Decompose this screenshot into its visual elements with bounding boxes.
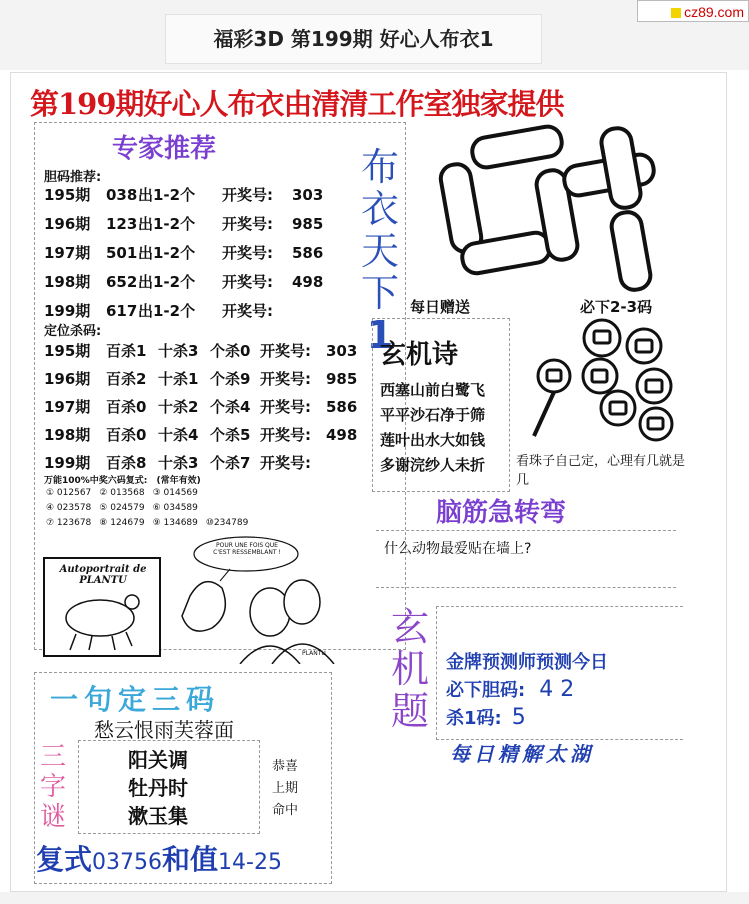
poem-note: 看珠子自己定，心理有几就是几 [516, 454, 686, 488]
dan-label: 胆码推荐: [44, 170, 102, 185]
dan-row [44, 213, 384, 242]
word: 漱玉集 [128, 804, 188, 828]
daily-gift-label: 每日赠送 [410, 298, 471, 316]
combo-item: ④ 023578 [46, 503, 92, 513]
combo-row [46, 503, 206, 513]
draw-number: 303 [326, 342, 358, 360]
period: 197期 [44, 244, 91, 262]
code: 501 [106, 244, 138, 262]
draw-number: 303 [292, 186, 324, 204]
kill-row [44, 368, 394, 396]
combo-item: ③ 014569 [152, 488, 198, 498]
combo-item: ⑧ 124679 [99, 518, 145, 528]
buyi-char: 衣 [360, 187, 399, 231]
congrats-char: 上期 [272, 781, 299, 796]
combo-item: ① 012567 [46, 488, 92, 498]
poem-line: 莲叶出水大如钱 [380, 431, 486, 449]
combo-row [46, 518, 256, 528]
period: 196期 [44, 215, 91, 233]
xuanji-kill [446, 704, 526, 730]
period: 198期 [44, 273, 91, 291]
dan-label: 必下胆码: [446, 680, 526, 701]
buyi-char: 布 [360, 145, 399, 189]
dan-row [44, 271, 384, 300]
must-buy-label: 必下2-3码 [580, 298, 653, 316]
xuanji-vertical [388, 606, 432, 732]
site-badge[interactable] [637, 0, 749, 22]
riddle-question: 什么动物最爱贴在墙上? [384, 541, 532, 557]
draw-label: 开奖号: [260, 342, 311, 360]
dan-value: 4 2 [539, 677, 575, 702]
square-icon [671, 8, 681, 18]
combo-item: ⑥ 034589 [152, 503, 198, 513]
note: 出1-2个 [138, 244, 196, 262]
page-title: 福彩3D 第199期 好心人布衣1 [165, 14, 542, 64]
kill-row [44, 424, 394, 452]
poem-line: 西塞山前白鹭飞 [380, 381, 486, 399]
phrase-text: 愁云恨雨芙蓉面 [94, 718, 234, 742]
sum-label: 和值 [162, 843, 219, 876]
cartoon-drawing [40, 536, 335, 664]
period: 198期 [44, 426, 91, 444]
side-char: 三 [40, 742, 67, 772]
poem-lines [380, 378, 485, 478]
code: 123 [106, 215, 138, 233]
cartoon-signature: PLANTU [302, 650, 326, 657]
kill-row [44, 396, 394, 424]
draw-number: 586 [292, 244, 324, 262]
draw-label: 开奖号: [260, 370, 311, 388]
riddle-side-label [40, 742, 74, 832]
dan-row [44, 300, 384, 322]
buyi-char: 下 [360, 271, 399, 315]
kill-units: 个杀5 [210, 426, 251, 444]
draw-number: 498 [292, 273, 324, 291]
note: 出1-2个 [138, 302, 196, 320]
buyi-number: 1 [366, 313, 394, 357]
kill-hundreds: 百杀0 [106, 398, 147, 416]
cartoon-illustration [40, 536, 335, 664]
side-char: 谜 [40, 802, 67, 832]
cartoon-caption: Autoportrait de PLANTU [59, 564, 147, 586]
kill-hundreds: 百杀8 [106, 454, 147, 472]
kill-units: 个杀9 [210, 370, 251, 388]
kill-tens: 十杀4 [158, 426, 199, 444]
period: 195期 [44, 342, 91, 360]
fushi-line [36, 838, 282, 878]
combo-item: ⑦ 123678 [46, 518, 92, 528]
buyi-char: 天 [360, 229, 399, 273]
period: 199期 [44, 454, 91, 472]
poem-title: 玄机诗 [380, 340, 459, 370]
xuanji-char: 机 [390, 647, 429, 691]
xuanji-line1: 金牌预测师预测今日 [446, 652, 608, 673]
draw-label: 开奖号: [222, 186, 273, 204]
period: 199期 [44, 302, 91, 320]
sum-value: 14-25 [218, 850, 282, 875]
combo-item: ⑩234789 [205, 518, 249, 528]
xuanji-char: 玄 [390, 605, 429, 649]
riddle-title: 脑筋急转弯 [436, 498, 567, 528]
fushi-label: 复式 [36, 843, 93, 876]
headline: 第199期好心人布衣由清清工作室独家提供 [30, 87, 564, 121]
dan-list [44, 184, 384, 322]
xuanji-dan [446, 676, 574, 702]
draw-number: 586 [326, 398, 358, 416]
combo-header [44, 473, 201, 486]
coins-illustration [514, 318, 700, 450]
draw-number: 985 [326, 370, 358, 388]
fushi-value: 03756 [92, 850, 163, 875]
poem-line: 平平沙石净于筛 [380, 406, 486, 424]
kill-hundreds: 百杀1 [106, 342, 147, 360]
riddle-words [128, 746, 188, 830]
kill-hundreds: 百杀2 [106, 370, 147, 388]
site-link[interactable]: cz89.com [684, 4, 744, 20]
xuanji-footer: 每日精解太湖 [450, 742, 594, 766]
draw-label: 开奖号: [260, 426, 311, 444]
code: 038 [106, 186, 138, 204]
draw-number: 498 [326, 426, 358, 444]
cartoon-bubble: POUR UNE FOIS QUE C'EST RESSEMBLANT ! [213, 542, 281, 556]
draw-label: 开奖号: [222, 273, 273, 291]
xuanji-char: 题 [390, 689, 429, 733]
combo-item: ⑤ 024579 [99, 503, 145, 513]
combo-note: (常年有效) [156, 476, 201, 486]
word: 牡丹时 [128, 776, 188, 800]
kill-tens: 十杀1 [158, 370, 199, 388]
dominoes-drawing [410, 120, 706, 292]
side-char: 字 [40, 772, 67, 802]
code: 617 [106, 302, 138, 320]
phrase-title: 一句定三码 [50, 683, 221, 716]
draw-label: 开奖号: [222, 244, 273, 262]
draw-number: 985 [292, 215, 324, 233]
kill-tens: 十杀2 [158, 398, 199, 416]
poem-line: 多谢浣纱人未折 [380, 456, 486, 474]
swastika-dominoes-illustration [410, 120, 706, 292]
kill-label: 定位杀码: [44, 324, 102, 339]
note: 出1-2个 [138, 186, 196, 204]
kill-units: 个杀0 [210, 342, 251, 360]
dan-row [44, 242, 384, 271]
kill-tens: 十杀3 [158, 454, 199, 472]
kill-value: 5 [511, 705, 526, 730]
kill-hundreds: 百杀0 [106, 426, 147, 444]
combo-title: 万能100%中奖六码复式: [44, 476, 148, 486]
congrats-char: 命中 [272, 803, 299, 818]
note: 出1-2个 [138, 273, 196, 291]
word: 阳关调 [128, 748, 188, 772]
code: 652 [106, 273, 138, 291]
combo-row [46, 488, 206, 498]
kill-row [44, 340, 394, 368]
draw-label: 开奖号: [260, 398, 311, 416]
period: 197期 [44, 398, 91, 416]
period: 196期 [44, 370, 91, 388]
bottom-bar [0, 892, 749, 904]
dan-row [44, 184, 384, 213]
draw-label: 开奖号: [222, 302, 273, 320]
congrats-label [272, 756, 298, 822]
kill-units: 个杀4 [210, 398, 251, 416]
draw-label: 开奖号: [222, 215, 273, 233]
expert-title: 专家推荐 [112, 134, 217, 164]
period: 195期 [44, 186, 91, 204]
kill-tens: 十杀3 [158, 342, 199, 360]
combo-item: ② 013568 [99, 488, 145, 498]
draw-label: 开奖号: [260, 454, 311, 472]
congrats-char: 恭喜 [272, 759, 299, 774]
kill-row [44, 452, 394, 474]
coins-drawing [514, 318, 700, 450]
kill-label: 杀1码: [446, 708, 502, 729]
note: 出1-2个 [138, 215, 196, 233]
kill-list [44, 340, 394, 474]
kill-units: 个杀7 [210, 454, 251, 472]
combo-item: ⑨ 134689 [152, 518, 198, 528]
